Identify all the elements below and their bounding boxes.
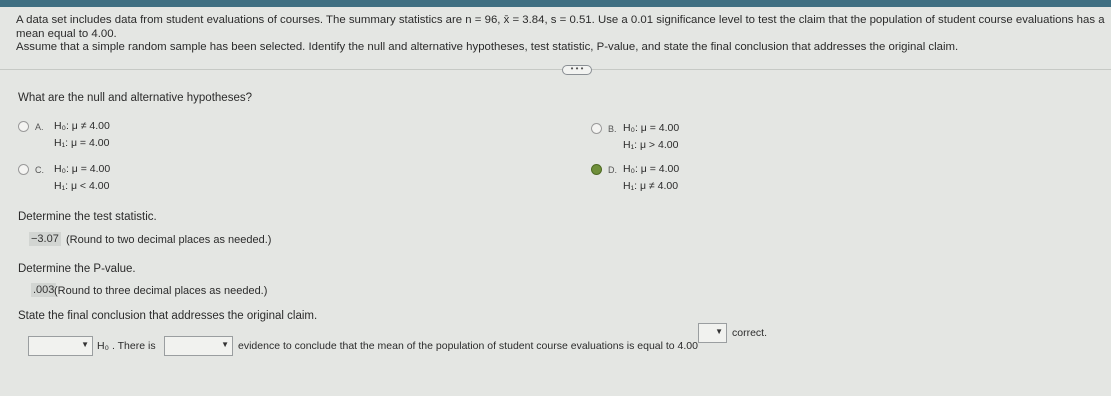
dropdown-arrow-icon: ▼ [715,327,723,336]
option-c-letter: C. [35,165,44,175]
p-value-answer[interactable]: .003 [33,284,55,296]
hypotheses-question: What are the null and alternative hypotheses? [18,92,252,104]
section-divider [0,69,1111,70]
option-a-h1: H₁: μ = 4.00 [54,137,110,149]
top-bar [0,0,1111,7]
option-b-h1: H₁: μ > 4.00 [623,139,679,151]
conclusion-there-is: . There is [112,340,156,352]
problem-line-1: A data set includes data from student evaluations of courses. The summary statistics are n = 96, x̄ = 3.84, s = 0.51. Use a 0.01 significance level to test the claim that the population of student course evaluations has a mean equal to 4.00. [16,14,1105,40]
option-c-h0: H₀: μ = 4.00 [54,163,111,175]
option-b-h0: H₀: μ = 4.00 [623,122,680,134]
evidence-dropdown[interactable] [164,336,233,356]
conclusion-h0: H₀ [97,340,109,352]
test-statistic-answer[interactable]: −3.07 [31,233,59,245]
p-value-note: (Round to three decimal places as needed.) [54,285,268,297]
problem-statement [16,14,1106,55]
expand-more-button[interactable]: • • • [562,65,592,75]
option-d-h1: H₁: μ ≠ 4.00 [623,180,679,192]
option-d-letter: D. [608,165,617,175]
claim-correctness-dropdown[interactable] [698,323,727,343]
option-a-letter: A. [35,122,44,132]
p-value-question: Determine the P-value. [18,263,136,275]
reject-decision-dropdown[interactable] [28,336,93,356]
conclusion-middle-text: evidence to conclude that the mean of the population of student course evaluations is equal to 4.00 [238,340,698,352]
option-b-letter: B. [608,124,617,134]
option-a-radio[interactable] [18,121,29,132]
option-d-h0: H₀: μ = 4.00 [623,163,680,175]
conclusion-end-text: correct. [732,327,768,339]
option-a-h0: H₀: μ ≠ 4.00 [54,120,110,132]
dropdown-arrow-icon: ▼ [81,340,89,349]
dropdown-arrow-icon: ▼ [221,340,229,349]
option-c-radio[interactable] [18,164,29,175]
test-statistic-question: Determine the test statistic. [18,211,157,223]
test-statistic-note: (Round to two decimal places as needed.) [66,234,272,246]
option-c-h1: H₁: μ < 4.00 [54,180,110,192]
option-b-radio[interactable] [591,123,602,134]
problem-line-2: Assume that a simple random sample has been selected. Identify the null and alternative hypotheses, test statistic, P-value, and state the final conclusion that addresses the original claim. [16,41,959,53]
conclusion-question: State the final conclusion that addresses the original claim. [18,310,318,322]
option-d-radio-selected[interactable] [591,164,602,175]
